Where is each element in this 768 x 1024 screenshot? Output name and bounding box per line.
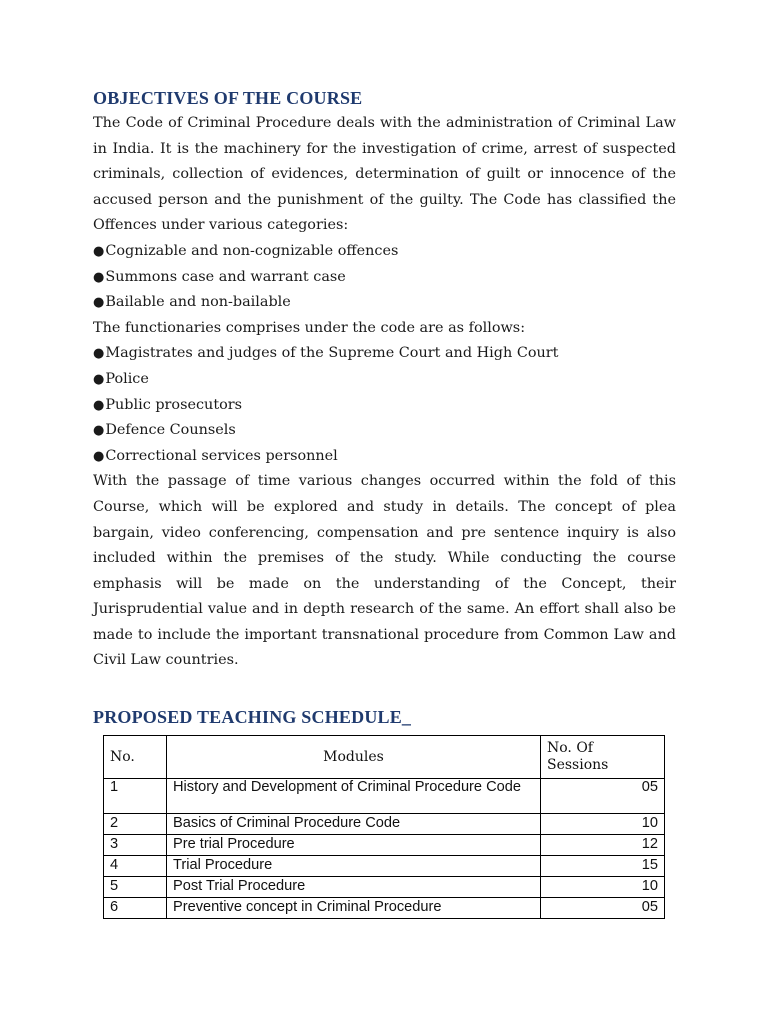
- bullet-icon: ●: [93, 423, 105, 439]
- row-sessions: 10: [541, 814, 665, 835]
- row-module: History and Development of Criminal Procedure Code: [167, 779, 541, 814]
- schedule-heading: PROPOSED TEACHING SCHEDULE_: [93, 707, 412, 728]
- list-item: ●Cognizable and non-cognizable offences: [93, 242, 399, 259]
- row-number: 6: [104, 898, 167, 919]
- list-item: ●Magistrates and judges of the Supreme Court and High Court: [93, 345, 559, 362]
- objectives-heading: OBJECTIVES OF THE COURSE: [93, 88, 363, 108]
- table-row: [104, 779, 665, 814]
- column-header-sessions: No. Of Sessions: [541, 736, 665, 779]
- table-row: [104, 814, 665, 835]
- column-header-modules: Modules: [167, 736, 541, 779]
- bullet-icon: ●: [93, 397, 105, 413]
- column-header-no: No.: [104, 736, 167, 779]
- list-item: ●Correctional services personnel: [93, 447, 338, 464]
- functionaries-list: [93, 341, 676, 469]
- row-sessions: 10: [541, 877, 665, 898]
- row-number: 1: [104, 779, 167, 814]
- table-row: [104, 835, 665, 856]
- table-row: [104, 877, 665, 898]
- row-number: 3: [104, 835, 167, 856]
- bullet-icon: ●: [93, 346, 105, 362]
- list-item: ●Summons case and warrant case: [93, 268, 346, 285]
- bullet-icon: ●: [93, 243, 105, 259]
- row-module: Trial Procedure: [167, 856, 541, 877]
- teaching-schedule-table: [103, 735, 665, 919]
- row-number: 5: [104, 877, 167, 898]
- table-header-row: [104, 736, 665, 779]
- objectives-closing: With the passage of time various changes occurred within the fold of this Course, which will be explored and study in details. The concept of plea bargain, video conferencing, compensation and pre sentence inquiry is also included within the premises of the study. While conducting the course emphasis will be made on the understanding of the Concept, their Jurisprudential value and in depth research of the same. An effort shall also be made to include the important transnational procedure from Common Law and Civil Law countries.: [93, 473, 676, 669]
- table-row: [104, 898, 665, 919]
- row-module: Basics of Criminal Procedure Code: [167, 814, 541, 835]
- functionaries-intro: The functionaries comprises under the code are as follows:: [93, 319, 526, 336]
- row-module: Preventive concept in Criminal Procedure: [167, 898, 541, 919]
- document-page: [93, 85, 676, 915]
- offence-categories-list: [93, 239, 676, 316]
- row-sessions: 15: [541, 856, 665, 877]
- row-number: 2: [104, 814, 167, 835]
- row-sessions: 05: [541, 779, 665, 814]
- bullet-icon: ●: [93, 448, 105, 464]
- list-item: ●Public prosecutors: [93, 396, 243, 413]
- row-module: Pre trial Procedure: [167, 835, 541, 856]
- list-item: ●Bailable and non-bailable: [93, 294, 291, 311]
- row-sessions: 05: [541, 898, 665, 919]
- list-item: ●Police: [93, 370, 149, 387]
- table-row: [104, 856, 665, 877]
- bullet-icon: ●: [93, 269, 105, 285]
- list-item: ●Defence Counsels: [93, 422, 236, 439]
- row-module: Post Trial Procedure: [167, 877, 541, 898]
- bullet-icon: ●: [93, 295, 105, 311]
- row-sessions: 12: [541, 835, 665, 856]
- row-number: 4: [104, 856, 167, 877]
- bullet-icon: ●: [93, 371, 105, 387]
- objectives-intro: The Code of Criminal Procedure deals with the administration of Criminal Law in India. It is the machinery for the investigation of crime, arrest of suspected criminals, collection of evidences, determination of guilt or innocence of the accused person and the punishment of the guilty. The Code has classified the Offences under various categories:: [93, 115, 676, 234]
